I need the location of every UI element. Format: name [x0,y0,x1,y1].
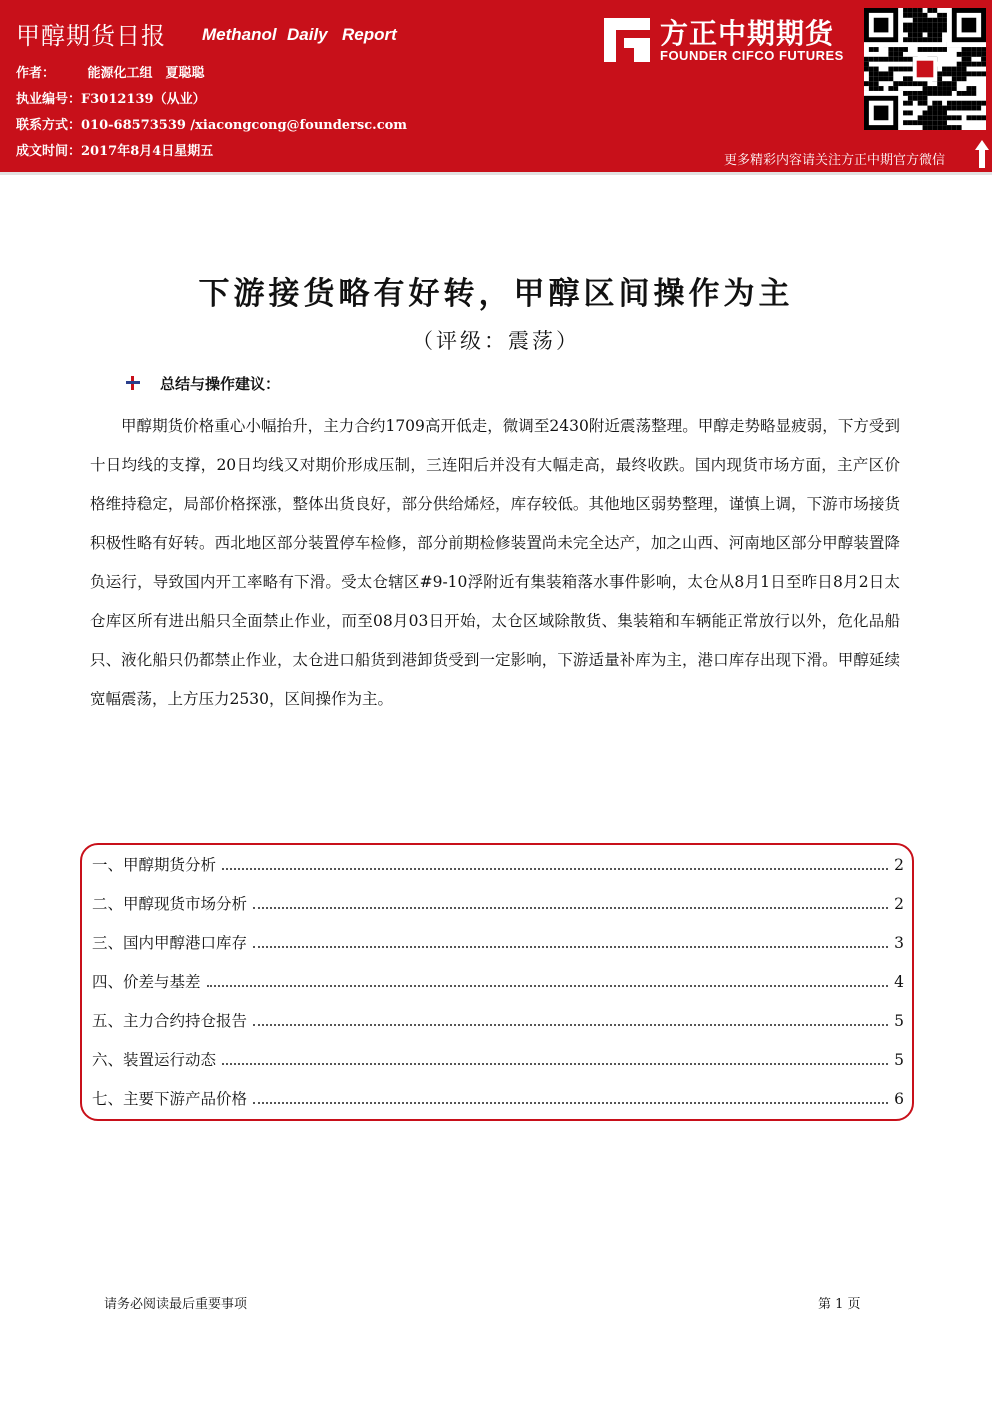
toc-item-label: 五、主力合约持仓报告 [92,1012,248,1030]
footer-page-number: 第 1 页 [818,1297,861,1312]
meta-label: 成文时间： [16,144,82,159]
toc-leader [253,1010,888,1026]
bullet-icon [126,376,140,390]
toc-item[interactable] [92,853,904,877]
toc-item-label: 一、甲醇期货分析 [92,856,217,874]
rating-label: （评级：震荡） [412,329,580,353]
summary-body [90,407,900,719]
toc-item[interactable] [92,1087,904,1111]
toc-item-label: 七、主要下游产品价格 [92,1090,248,1108]
contact-line [16,114,407,133]
toc-item-label: 四、价差与基差 [92,973,201,991]
meta-value: 能源化工组 夏聪聪 [48,66,205,81]
footer-notice: 请务必阅读最后重要事项 [104,1297,248,1312]
toc-item[interactable] [92,970,904,994]
brand-name-en: FOUNDER CIFCO FUTURES [660,48,844,63]
meta-value: 010-68573539 /xiacongcong@foundersc.com [81,118,408,133]
toc-item-page: 5 [894,1012,904,1030]
toc-leader [253,932,888,948]
license-line [16,88,206,107]
founder-logo-icon [604,18,650,62]
toc-leader [222,854,888,870]
meta-value: F3012139（从业） [81,92,206,107]
toc-item-label: 二、甲醇现货市场分析 [92,895,248,913]
brand-name-cn: 方正中期期货 [660,17,835,50]
section-heading: 总结与操作建议： [160,375,281,393]
report-title-en-word: Report [342,25,397,44]
toc-item-label: 三、国内甲醇港口库存 [92,934,248,952]
toc-item[interactable] [92,1009,904,1033]
date-line [16,140,213,159]
report-title-cn: 甲醇期货日报 [16,22,166,50]
toc-item-label: 六、装置运行动态 [92,1051,217,1069]
meta-label: 联系方式： [16,118,82,133]
up-arrow-icon [975,140,989,168]
table-of-contents [80,843,914,1121]
meta-label: 作者： [16,66,49,81]
toc-item[interactable] [92,1048,904,1072]
toc-item-page: 2 [894,856,904,874]
summary-paragraph: 甲醇期货价格重心小幅抬升，主力合约1709高开低走，微调至2430附近震荡整理。甲醇走势略显疲弱，下方受到十日均线的支撑，20日均线又对期价形成压制，三连阳后并没有大幅走高，最终收跌。国内现货市场方面，主产区价格维持稳定，局部价格探涨，整体出货良好，部分供给烯烃，库存较低。其他地区弱势整理，谨慎上调，下游市场接货积极性略有好转。西北地区部分装置停车检修，部分前期检修装置尚未完全达产，加之山西、河南地区部分甲醇装置降负运行，导致国内开工率略有下滑。受太仓辖区#9-10浮附近有集装箱落水事件影响，太仓从8月1日至昨日8月2日太仓库区所有进出船只全面禁止作业，而至08月03日开始，太仓区域除散货、集装箱和车辆能正常放行以外，危化品船只、液化船只仍都禁止作业，太仓进口船货到港卸货受到一定影响，下游适量补库为主，港口库存出现下滑。甲醇延续宽幅震荡，上方压力2530，区间操作为主。 [90,417,900,708]
meta-label: 执业编号： [16,92,82,107]
report-headline: 下游接货略有好转，甲醇区间操作为主 [198,276,794,312]
toc-leader [253,893,888,909]
toc-leader [222,1049,888,1065]
toc-item-page: 6 [894,1090,904,1108]
meta-value: 2017年8月4日星期五 [81,144,214,159]
toc-item-page: 4 [894,973,904,991]
toc-item-page: 2 [894,895,904,913]
qr-caption: 更多精彩内容请关注方正中期官方微信 [724,153,946,168]
toc-item-page: 3 [894,934,904,952]
toc-item-page: 5 [894,1051,904,1069]
toc-leader [207,971,889,987]
report-title-en-word: Daily [287,25,328,44]
toc-item[interactable] [92,892,904,916]
toc-leader [253,1088,888,1104]
toc-item[interactable] [92,931,904,955]
wechat-qr-code-icon[interactable] [864,8,986,130]
header-divider [0,172,992,175]
report-header [0,0,992,172]
author-line [16,62,205,81]
report-title-en-word: Methanol [202,25,277,44]
